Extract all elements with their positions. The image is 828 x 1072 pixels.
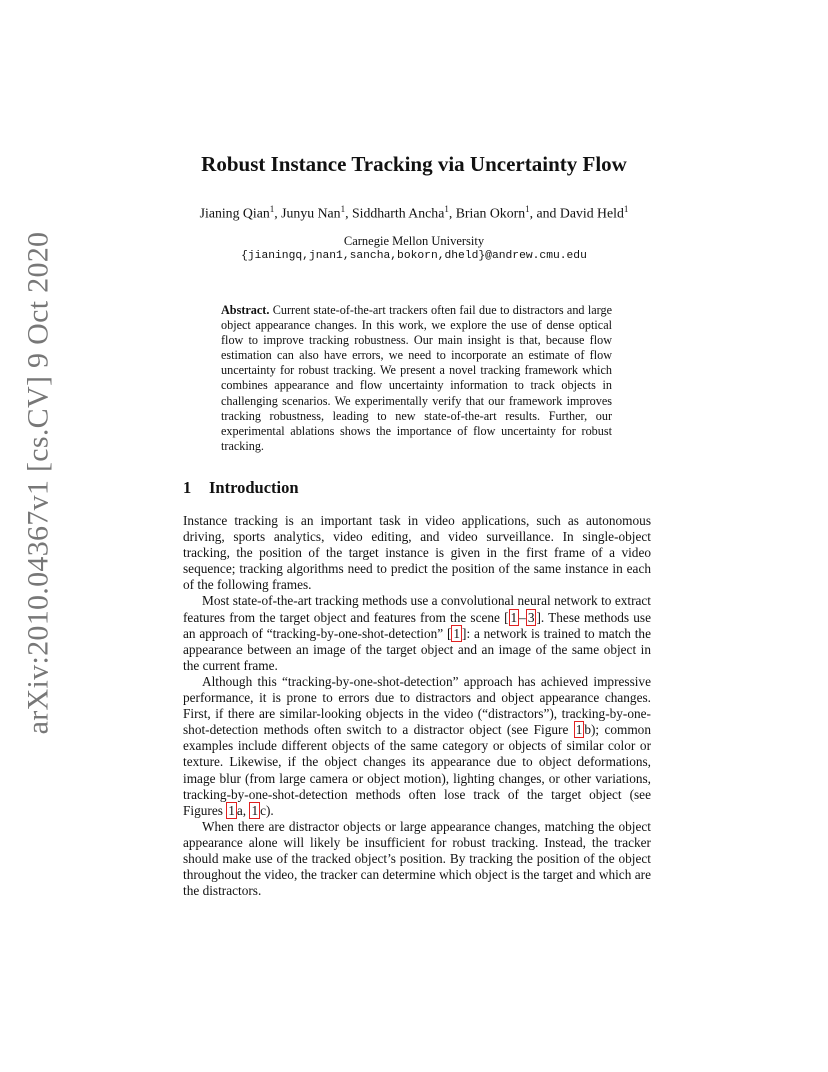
author-name: Siddharth Ancha: [351, 205, 445, 221]
body-text: [183, 513, 651, 899]
paragraph: When there are distractor objects or large appearance changes, matching the object appearance alone will likely be insufficient for robust tracking. Instead, the tracker should make use of the tracked object’s position. By tracking the position of the object throughout the video, the tracker can determine which object is the target and which are the distractors.: [183, 818, 651, 899]
arxiv-identifier: arXiv:2010.04367v1 [cs.CV] 9 Oct 2020: [21, 231, 55, 735]
author-name: Brian Okorn: [455, 205, 526, 221]
abstract-label: Abstract.: [221, 303, 270, 317]
paragraph: Most state-of-the-art tracking methods use a convolutional neural network to extract features from the target object and features from the scene [ 1 – 3 ]. These methods use an approach of “tracking-by-one-shot-detection” [ 1 ]: a network is trained to match the appearance between an image of the target object and an image of the same object in the current frame.: [183, 593, 651, 673]
citation-link[interactable]: 1: [453, 625, 461, 641]
author-affiliation-mark: 1: [623, 204, 629, 214]
author-name: Junyu Nan: [281, 205, 341, 221]
abstract: [221, 303, 612, 454]
citation-link[interactable]: 3: [527, 609, 535, 625]
citation-link[interactable]: 1: [251, 802, 259, 818]
section-number: 1: [183, 478, 192, 497]
paper-title: Robust Instance Tracking via Uncertainty Flow: [201, 152, 627, 176]
section-title: Introduction: [209, 478, 299, 497]
paragraph: Instance tracking is an important task in video applications, such as autonomous driving, sports analytics, video editing, and video surveillance. In single-object tracking, the position of the target instance is given in the first frame of a video sequence; tracking algorithms need to predict the position of the same instance in each of the following frames.: [183, 513, 651, 593]
author-affiliation-mark: 1: [340, 204, 346, 214]
section-heading: [183, 478, 299, 498]
author-affiliation-mark: 1: [444, 204, 449, 214]
citation-link[interactable]: 1: [510, 609, 518, 625]
author-affiliation-mark: 1: [269, 204, 275, 214]
paragraph: Although this “tracking-by-one-shot-detection” approach has achieved impressive performance, it is prone to errors due to distractors and object appearance changes. First, if there are similar-looking objects in the video (“distractors”), tracking-by-one-shot-detection methods often switch to a distractor object (see Figure 1 b); common examples include different objects of the same category or objects of similar color or texture. Likewise, if the object changes its appearance due to object deformations, image blur (from large camera or object motion), lighting changes, or other variations, tracking-by-one-shot-detection methods often lose track of the target object (see Figures 1 a, 1 c).: [183, 673, 651, 818]
author-affiliation-mark: 1: [525, 204, 530, 214]
author-name: Jianing Qian: [199, 205, 270, 221]
citation-link[interactable]: 1: [228, 802, 235, 818]
abstract-text: Current state-of-the-art trackers often fail due to distractors and large object appearance changes. In this work, we explore the use of dense optical flow to improve tracking robustness. Our main insight is that, because flow estimation can also have errors, we need to incorporate an estimate of flow uncertainty for robust tracking. We present a novel tracking framework which combines appearance and flow uncertainty information to track objects in challenging scenarios. We experimentally verify that our framework improves tracking robustness, leading to new state-of-the-art results. Further, our experimental ablations shows the importance of flow uncertainty for robust tracking.: [221, 303, 613, 453]
email-addresses: {jianingq,jnan1,sancha,bokorn,dheld}@andrew.cmu.edu: [241, 250, 587, 262]
arxiv-sidebar: [19, 231, 57, 735]
affiliation: Carnegie Mellon University: [343, 234, 485, 248]
citation-link[interactable]: 1: [575, 722, 583, 738]
author-name: David Held: [559, 205, 624, 221]
author-list: Jianing Qian$^1$, Junyu Nan$^1$, Siddharth Ancha$^1$, Brian Okorn$^1$, and David Held$^1$: [199, 204, 629, 221]
